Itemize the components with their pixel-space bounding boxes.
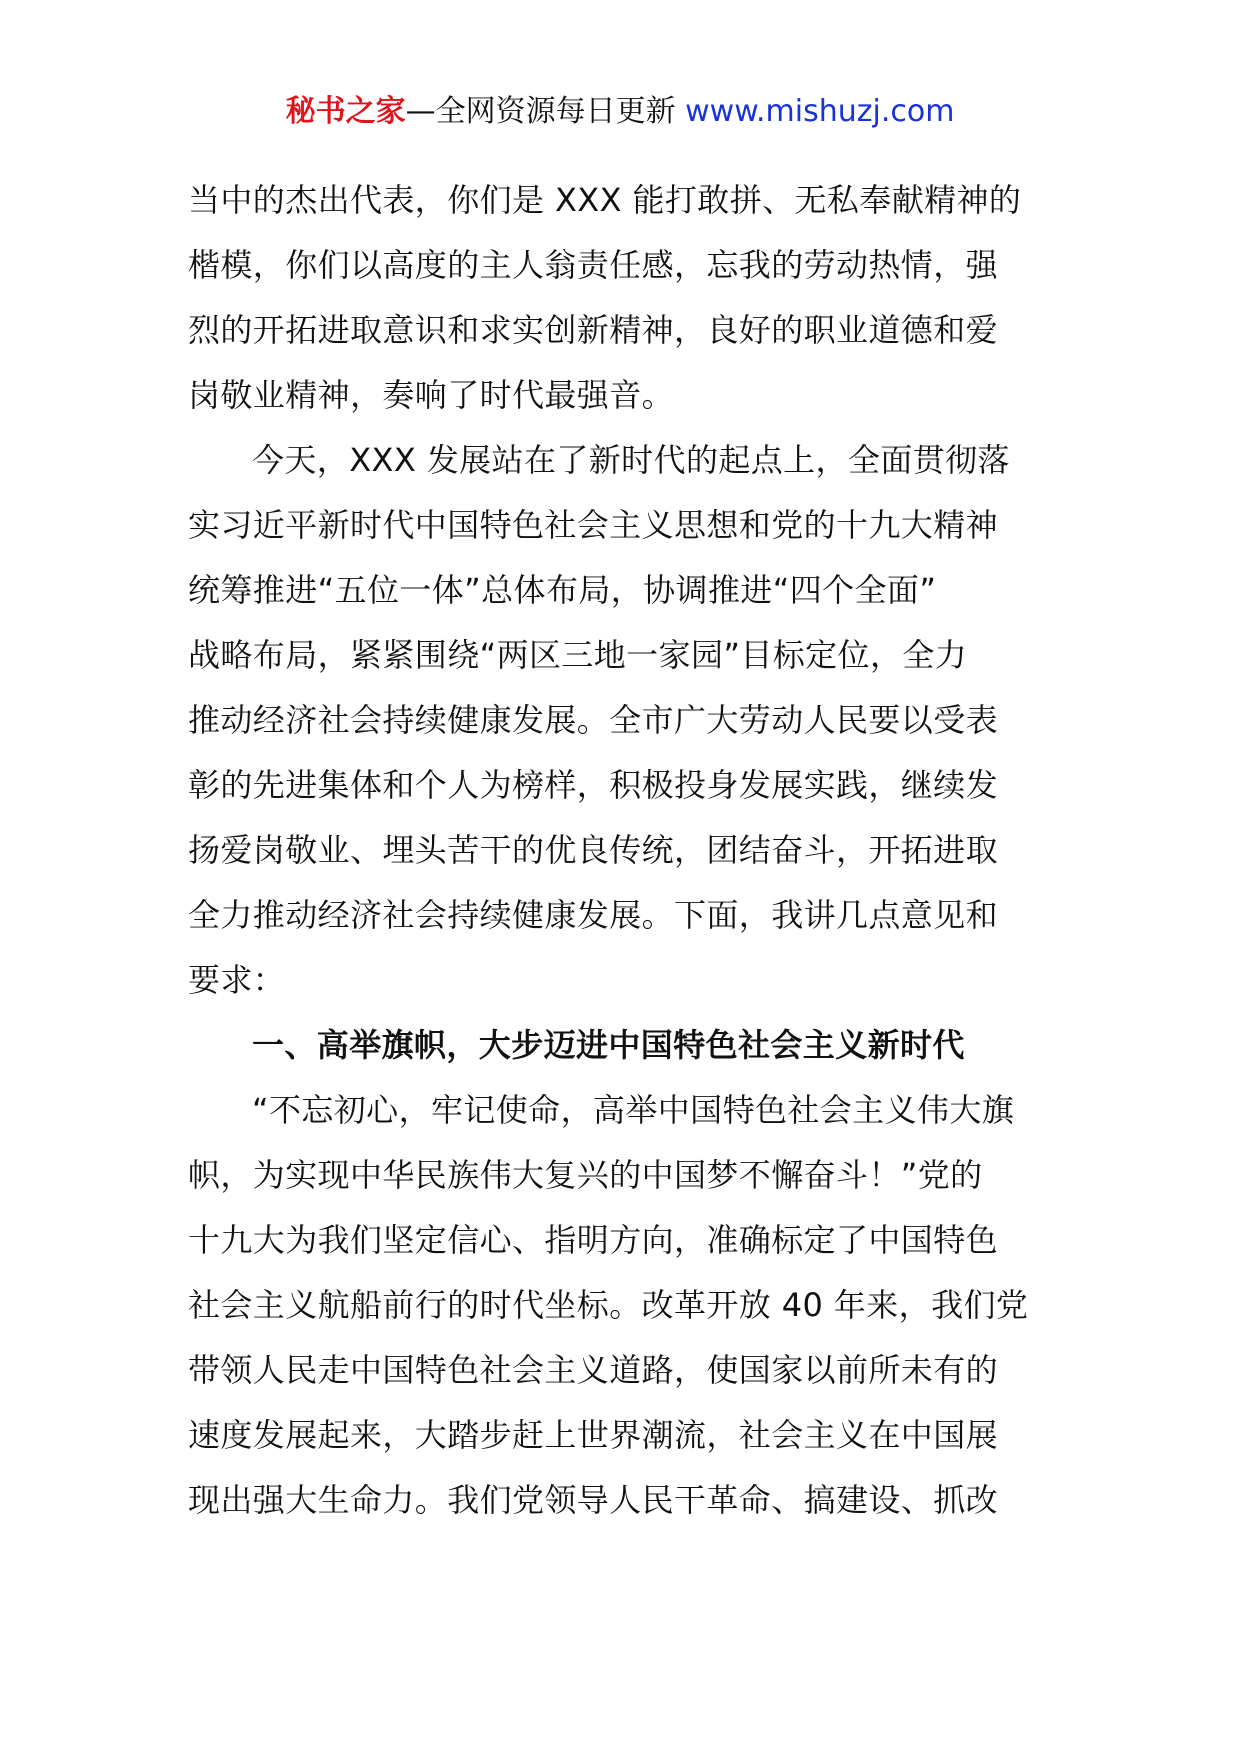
text-line: 当中的杰出代表，你们是 XXX 能打敢拼、无私奉献精神的	[188, 181, 1022, 219]
paragraph-start-line: 今天，XXX 发展站在了新时代的起点上，全面贯彻落	[252, 441, 1010, 479]
text-line: 现出强大生命力。我们党领导人民干革命、搞建设、抓改	[188, 1481, 999, 1519]
text-line: 烈的开拓进取意识和求实创新精神，良好的职业道德和爱	[188, 311, 999, 349]
section-heading: 一、高举旗帜，大步迈进中国特色社会主义新时代	[252, 1026, 965, 1064]
text-line: 十九大为我们坚定信心、指明方向，准确标定了中国特色	[188, 1221, 999, 1259]
text-line: 带领人民走中国特色社会主义道路，使国家以前所未有的	[188, 1351, 999, 1389]
site-tagline: —全网资源每日更新	[405, 94, 676, 129]
text-line: 统筹推进“五位一体”总体布局，协调推进“四个全面”	[188, 571, 937, 609]
text-line: 全力推动经济社会持续健康发展。下面，我讲几点意见和	[188, 896, 999, 934]
text-line: 战略布局，紧紧围绕“两区三地一家园”目标定位，全力	[188, 636, 968, 674]
text-line: 楷模，你们以高度的主人翁责任感，忘我的劳动热情，强	[188, 246, 999, 284]
site-url-link[interactable]: www.mishuzj.com	[685, 94, 955, 129]
text-line: 速度发展起来，大踏步赶上世界潮流，社会主义在中国展	[188, 1416, 999, 1454]
text-line: 社会主义航船前行的时代坐标。改革开放 40 年来，我们党	[188, 1286, 1029, 1324]
site-brand-name: 秘书之家	[285, 94, 406, 129]
text-line: 推动经济社会持续健康发展。全市广大劳动人民要以受表	[188, 701, 999, 739]
text-line: 彰的先进集体和个人为榜样，积极投身发展实践，继续发	[188, 766, 999, 804]
text-line: 扬爱岗敬业、埋头苦干的优良传统，团结奋斗，开拓进取	[188, 831, 999, 869]
paragraph-start-line: “不忘初心，牢记使命，高举中国特色社会主义伟大旗	[252, 1091, 1015, 1129]
text-line: 帜，为实现中华民族伟大复兴的中国梦不懈奋斗！”党的	[188, 1156, 983, 1194]
text-line: 岗敬业精神，奏响了时代最强音。	[188, 376, 675, 414]
text-line: 要求：	[188, 961, 286, 999]
document-body	[188, 168, 1054, 1533]
page-header	[0, 92, 1240, 132]
text-line: 实习近平新时代中国特色社会主义思想和党的十九大精神	[188, 506, 999, 544]
